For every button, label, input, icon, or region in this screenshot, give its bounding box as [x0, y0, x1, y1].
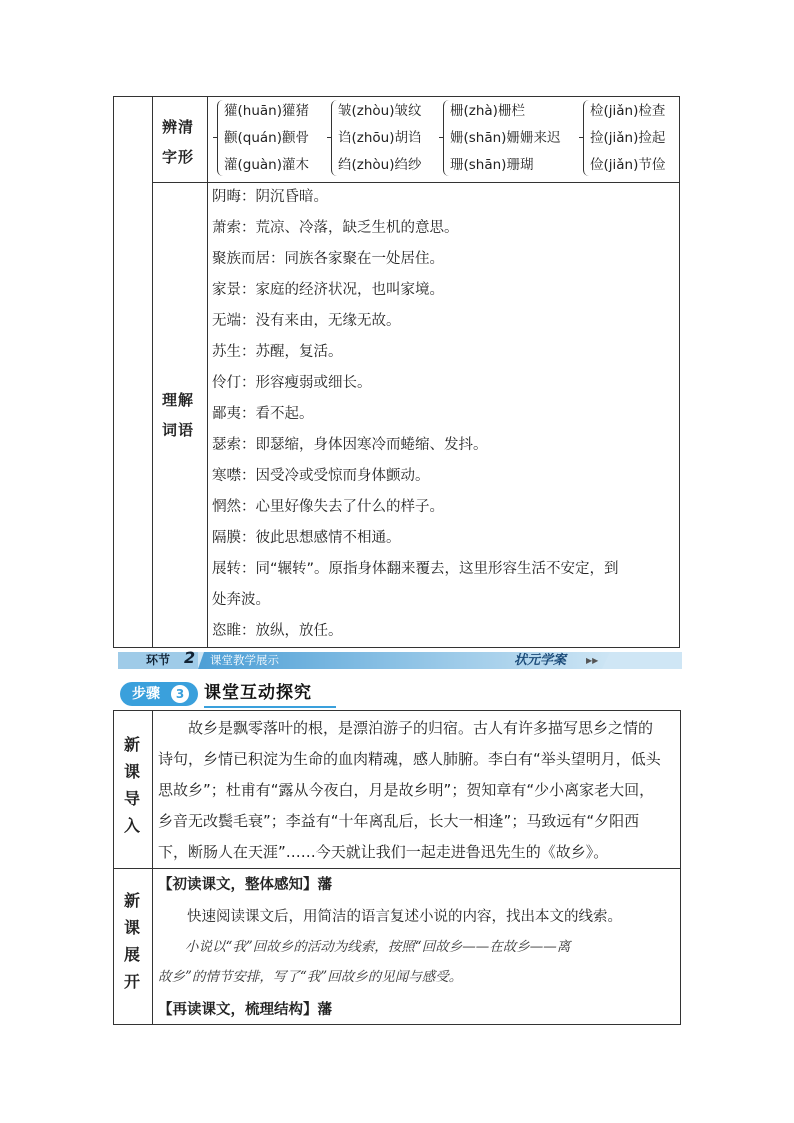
vocab-item: 聚族而居：同族各家聚在一处居住。 — [212, 251, 444, 267]
handwritten-answer: 小说以“我”回故乡的活动为线索，按照“回故乡——在故乡——离 故乡”的情节安排，写了“我”回故乡的见闻与感受。 — [158, 939, 571, 985]
row-label-lijie-ciyu: 理解 词语 — [162, 391, 195, 439]
banner-title: 课堂教学展示 — [210, 653, 279, 667]
row-label-xinke-zhankai: 新 课 展 开 — [123, 891, 140, 991]
vocab-item: 萧索：荒凉、冷落，缺乏生机的意思。 — [212, 220, 459, 236]
char-group-1: 獾(huān)獾猪 颧(quán)颧骨 灌(guàn)灌木 — [217, 98, 309, 179]
banner-number: 2 — [184, 648, 196, 667]
vocabulary-list — [212, 182, 677, 647]
row-label-bianqing-zixing: 辨清 字形 — [162, 118, 195, 166]
vocab-item: 鄙夷：看不起。 — [212, 406, 314, 422]
task-prompt: 快速阅读课文后，用简洁的语言复述小说的内容，找出本文的线索。 — [187, 909, 622, 925]
step-badge — [120, 682, 198, 706]
row-label-xinke-daoru: 新 课 导 入 — [123, 735, 140, 835]
step-title: 课堂互动探究 — [204, 683, 312, 703]
brace-icon — [217, 100, 223, 176]
banner-huanjie-label: 环节 — [146, 653, 171, 667]
vocab-item: 家景：家庭的经济状况，也叫家境。 — [212, 282, 444, 298]
vocab-item: 隔膜：彼此思想感情不相通。 — [212, 530, 401, 546]
section-banner — [118, 648, 682, 669]
section-heading-second-reading: 【再读课文，梳理结构】藩 — [158, 1002, 332, 1018]
vocab-item: 处奔波。 — [212, 592, 270, 608]
section-heading-first-reading: 【初读课文，整体感知】藩 — [158, 877, 332, 893]
vocab-item: 无端：没有来由，无缘无故。 — [212, 313, 401, 329]
brace-icon — [331, 100, 337, 176]
step-number-circle: 3 — [171, 685, 189, 703]
brace-icon — [583, 100, 589, 176]
char-group-3: 栅(zhà)栅栏 姗(shān)姗姗来迟 珊(shān)珊瑚 — [443, 98, 560, 179]
intro-paragraph: 故乡是飘零落叶的根，是漂泊游子的归宿。古人有许多描写思乡之情的 诗句，乡情已积淀为生命的血肉精魂，感人肺腑。李白有“举头望明月，低头 思故乡”；杜甫有“露从今夜白，月是故乡明”；贺知章有“少小离家老大回， 乡音无改鬓毛衰”；李益有“十年离乱后，长大一相逢”；马致远有“夕阳西 下，断肠人在天涯”……今天就让我们一起走进鲁迅先生的《故乡》。 — [158, 719, 661, 861]
vocab-item: 阴晦：阴沉昏暗。 — [212, 189, 328, 205]
char-group-4: 检(jiǎn)检查 捡(jiǎn)捡起 俭(jiǎn)节俭 — [583, 98, 665, 179]
step-title-underline — [204, 706, 336, 708]
vocab-item: 恣睢：放纵，放任。 — [212, 623, 343, 639]
vocab-item: 展转：同“辗转”。原指身体翻来覆去，这里形容生活不安定，到 — [212, 561, 619, 577]
table-column-divider — [152, 97, 153, 647]
vocab-item: 苏生：苏醒，复活。 — [212, 344, 343, 360]
step-badge-label: 步骤 — [132, 686, 160, 702]
vocab-item: 瑟索：即瑟缩，身体因寒冷而蜷缩、发抖。 — [212, 437, 488, 453]
table-row-divider — [114, 868, 680, 869]
marker-icon: 藩 — [317, 1002, 332, 1018]
brand-logo: 状元学案 — [514, 653, 567, 668]
table-column-divider — [207, 97, 208, 647]
vocab-item: 寒噤：因受冷或受惊而身体颤动。 — [212, 468, 430, 484]
brace-icon — [443, 100, 449, 176]
vocab-item: 惘然：心里好像失去了什么的样子。 — [212, 499, 444, 515]
char-group-2: 皱(zhòu)皱纹 诌(zhōu)胡诌 绉(zhòu)绉纱 — [331, 98, 422, 179]
vocab-item: 伶仃：形容瘦弱或细长。 — [212, 375, 372, 391]
marker-icon: 藩 — [317, 877, 332, 893]
double-arrow-icon: ▶▶ — [586, 656, 599, 665]
